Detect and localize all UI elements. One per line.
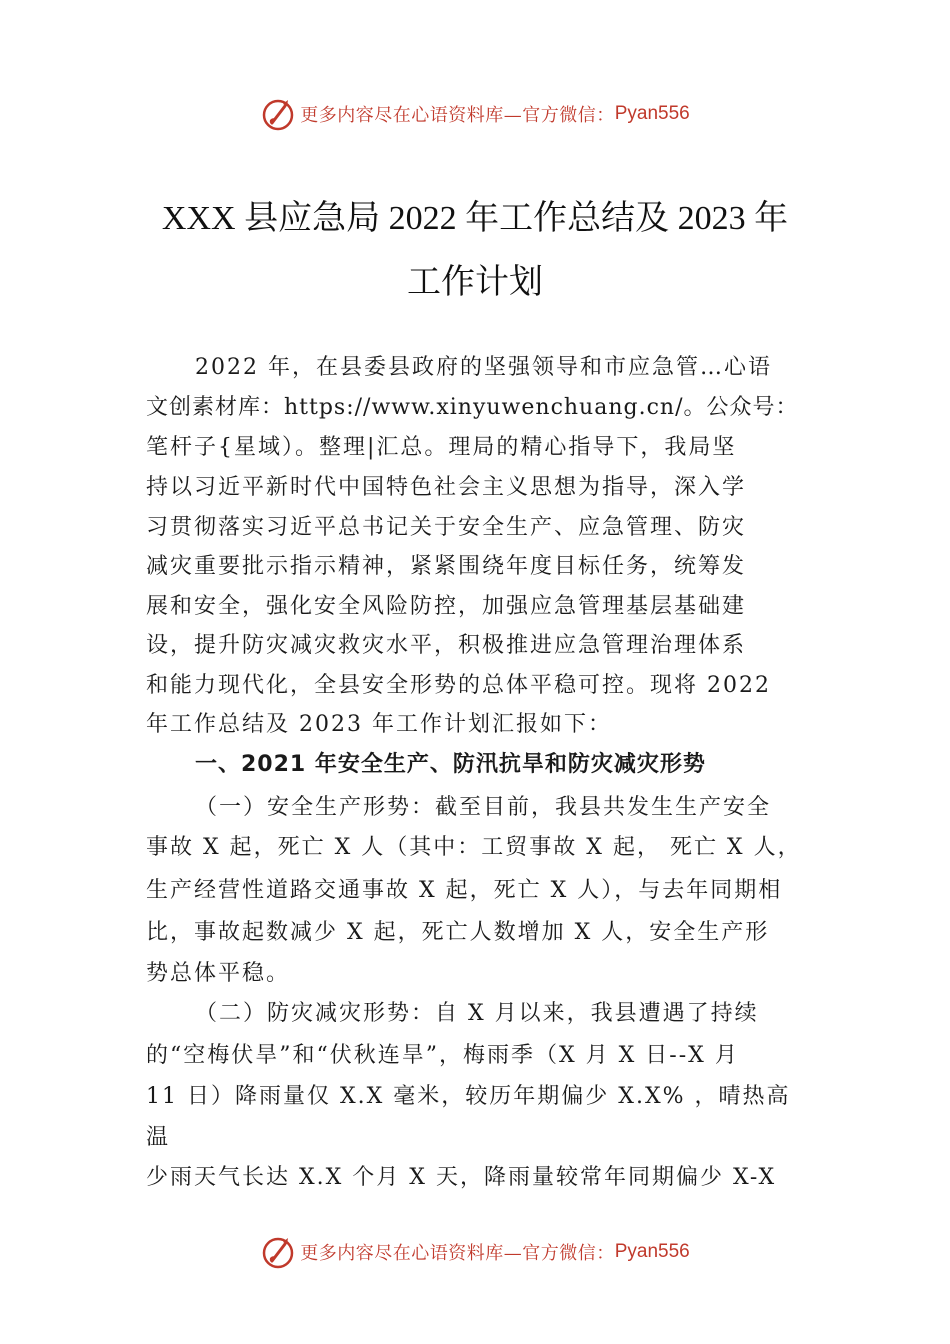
footer-watermark-banner bbox=[0, 1232, 950, 1272]
body-line: 比，事故起数减少 X 起，死亡人数增加 X 人，安全生产形 bbox=[146, 920, 770, 945]
header-watermark-banner bbox=[0, 94, 950, 134]
watermark-wechat-id: Pyan556 bbox=[614, 1241, 690, 1262]
body-line: （一）安全生产形势：截至目前，我县共发生生产安全 bbox=[195, 795, 772, 820]
body-line: 2022 年，在县委县政府的坚强领导和市应急管…心语 bbox=[195, 355, 772, 380]
document-title-line-1: XXX 县应急局 2022 年工作总结及 2023 年 bbox=[161, 200, 789, 237]
body-line: 习贯彻落实习近平总书记关于安全生产、应急管理、防灾 bbox=[146, 515, 747, 540]
body-line: 和能力现代化，全县安全形势的总体平稳可控。现将 2022 bbox=[146, 673, 771, 698]
section-heading: 一、2021 年安全生产、防汛抗旱和防灾减灾形势 bbox=[195, 752, 706, 777]
document-title-line-2: 工作计划 bbox=[407, 264, 543, 301]
body-line: 减灾重要批示指示精神，紧紧围绕年度目标任务，统筹发 bbox=[146, 554, 747, 579]
body-line: 的“空梅伏旱”和“伏秋连旱”，梅雨季（X 月 X 日--X 月 bbox=[146, 1043, 739, 1068]
body-line: 年工作总结及 2023 年工作计划汇报如下： bbox=[146, 712, 612, 737]
body-line: 笔杆子{星域）。整理|汇总。理局的精心指导下，我局坚 bbox=[146, 435, 737, 460]
brush-logo-icon bbox=[260, 1234, 296, 1270]
body-line: 生产经营性道路交通事故 X 起，死亡 X 人），与去年同期相 bbox=[146, 878, 783, 903]
body-line: 势总体平稳。 bbox=[146, 961, 291, 986]
body-line: 文创素材库：https://www.xinyuwenchuang.cn/。公众号： bbox=[146, 395, 799, 420]
watermark-text: 更多内容尽在心语资料库—官方微信： bbox=[300, 1243, 615, 1264]
watermark-wechat-id: Pyan556 bbox=[614, 103, 690, 124]
body-line: （二）防灾减灾形势：自 X 月以来，我县遭遇了持续 bbox=[195, 1001, 759, 1026]
body-line: 事故 X 起，死亡 X 人（其中：工贸事故 X 起， 死亡 X 人， bbox=[146, 835, 802, 860]
body-line: 持以习近平新时代中国特色社会主义思想为指导，深入学 bbox=[146, 475, 747, 500]
watermark-text: 更多内容尽在心语资料库—官方微信： bbox=[300, 105, 615, 126]
body-line: 温 bbox=[146, 1125, 171, 1150]
body-line: 展和安全，强化安全风险防控，加强应急管理基层基础建 bbox=[146, 594, 747, 619]
body-line: 少雨天气长达 X.X 个月 X 天，降雨量较常年同期偏少 X-X bbox=[146, 1165, 777, 1190]
body-line: 11 日）降雨量仅 X.X 毫米，较历年期偏少 X.X% ，晴热高 bbox=[146, 1084, 791, 1109]
body-line: 设，提升防灾减灾救灾水平，积极推进应急管理治理体系 bbox=[146, 633, 747, 658]
brush-logo-icon bbox=[260, 96, 296, 132]
